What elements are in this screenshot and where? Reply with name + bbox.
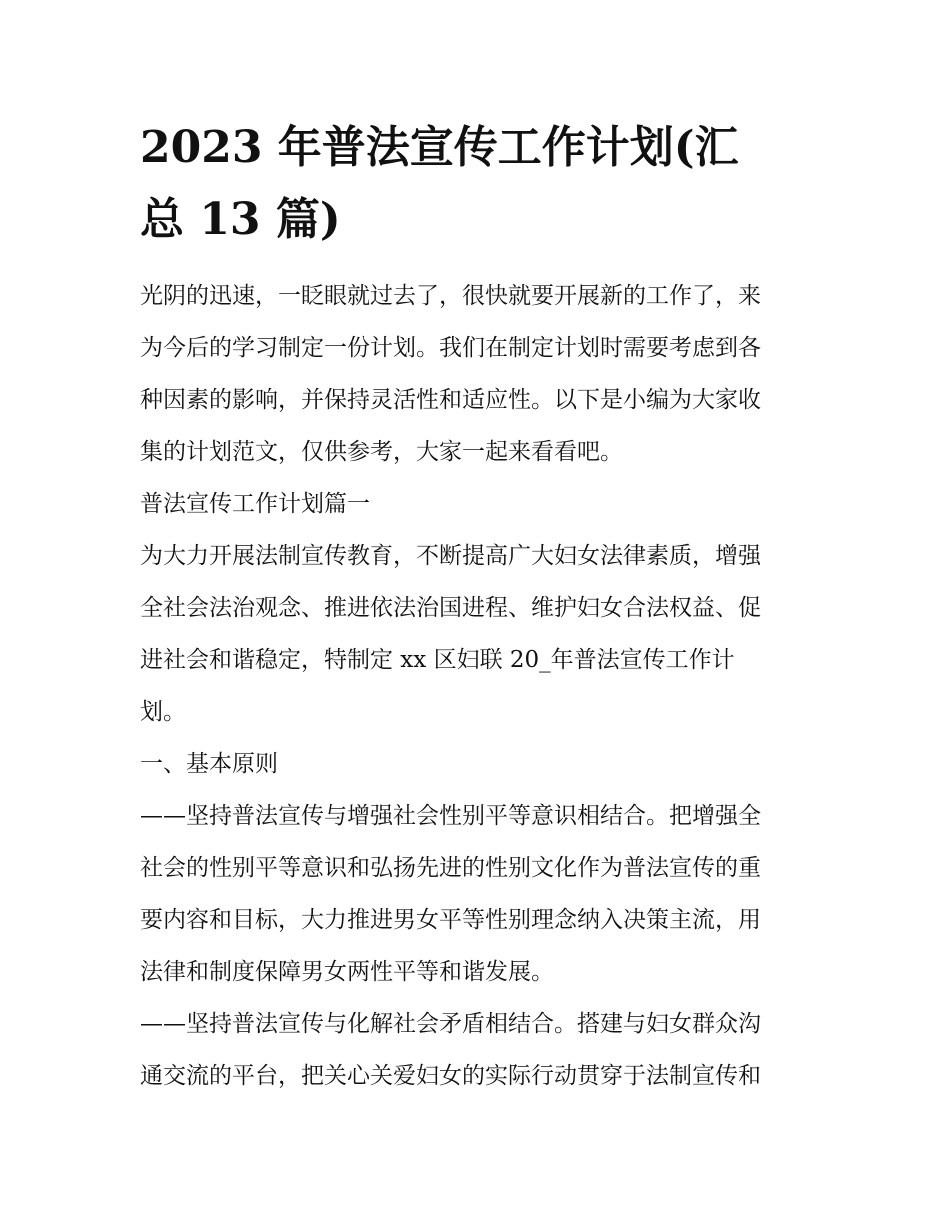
principle-paragraph — [140, 790, 812, 998]
text-line: ——坚持普法宣传与增强社会性别平等意识相结合。把增强全 — [140, 803, 761, 829]
title-line: 2023 年普法宣传工作计划(汇 — [140, 122, 739, 173]
text-line: 为大力开展法制宣传教育，不断提高广大妇女法律素质，增强 — [140, 543, 761, 569]
text-line: 社会的性别平等意识和弘扬先进的性别文化作为普法宣传的重 — [140, 855, 761, 881]
subsection-heading — [140, 738, 812, 790]
text-line: 集的计划范文，仅供参考，大家一起来看看吧。 — [140, 439, 623, 465]
purpose-paragraph — [140, 530, 812, 738]
text-line: 种因素的影响，并保持灵活性和适应性。以下是小编为大家收 — [140, 387, 761, 413]
text-line: ——坚持普法宣传与化解社会矛盾相结合。搭建与妇女群众沟 — [140, 1011, 761, 1037]
text-line: 划。 — [140, 699, 186, 725]
document-content — [140, 112, 812, 1102]
text-line: 光阴的迅速，一眨眼就过去了，很快就要开展新的工作了，来 — [140, 283, 761, 309]
document-title — [140, 112, 812, 256]
intro-paragraph — [140, 270, 812, 478]
document-body — [140, 270, 812, 1102]
text-line: 要内容和目标，大力推进男女平等性别理念纳入决策主流，用 — [140, 907, 761, 933]
text-line: 为今后的学习制定一份计划。我们在制定计划时需要考虑到各 — [140, 335, 761, 361]
text-line: 全社会法治观念、推进依法治国进程、维护妇女合法权益、促 — [140, 595, 761, 621]
text-line: 法律和制度保障男女两性平等和谐发展。 — [140, 959, 554, 985]
section-heading — [140, 478, 812, 530]
text-line: 一、基本原则 — [140, 751, 278, 777]
title-line: 总 13 篇) — [140, 194, 341, 245]
text-line: 进社会和谐稳定，特制定 xx 区妇联 20_年普法宣传工作计 — [140, 647, 735, 673]
principle-paragraph — [140, 998, 812, 1102]
text-line: 通交流的平台，把关心关爱妇女的实际行动贯穿于法制宣传和 — [140, 1063, 761, 1089]
text-line: 普法宣传工作计划篇一 — [140, 491, 370, 517]
